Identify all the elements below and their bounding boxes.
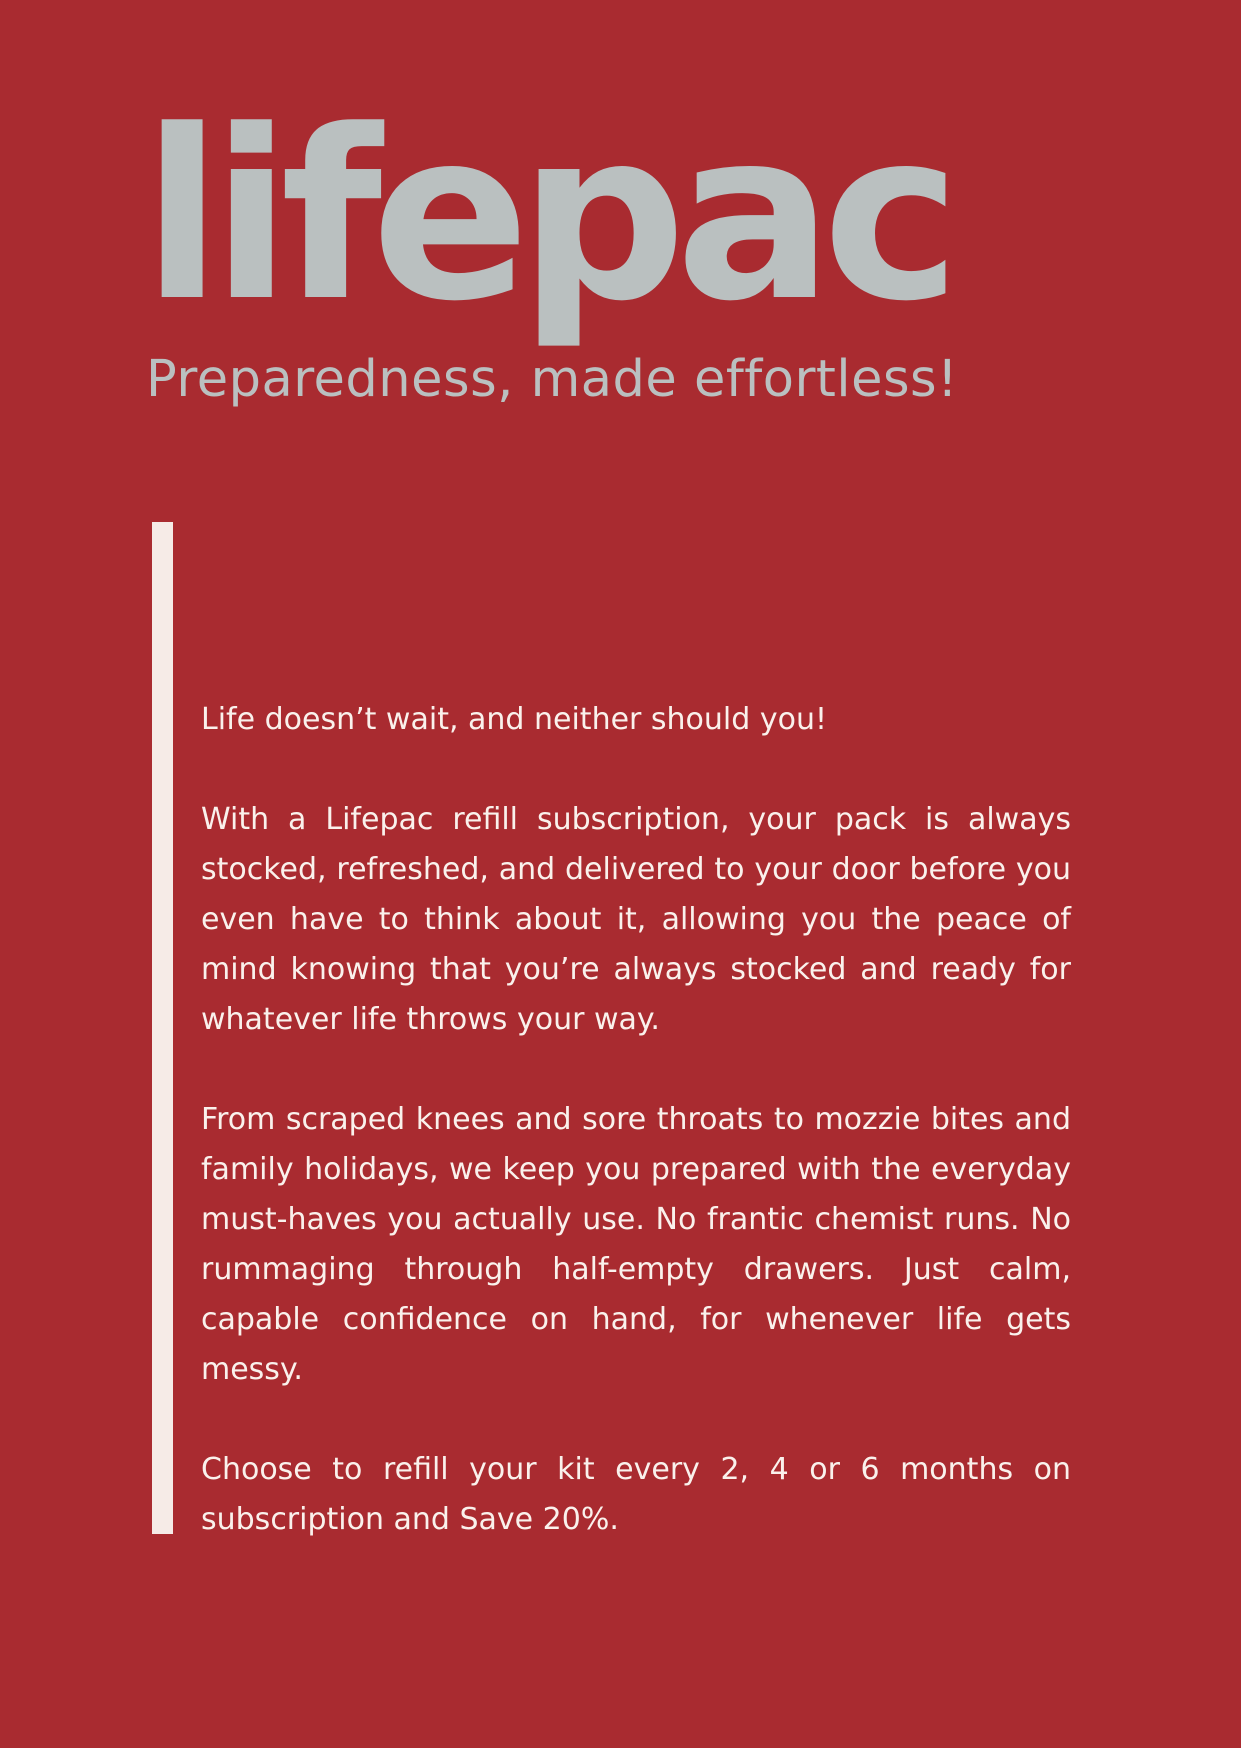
- brand-tagline: Preparedness, made effortless!: [146, 350, 959, 409]
- accent-bar: [152, 522, 173, 1534]
- intro-paragraph: Life doesn’t wait, and neither should you!: [201, 702, 827, 737]
- benefits-paragraph: From scraped knees and sore throats to mozzie bites and family holidays, we keep you prepared with the everyday must-haves you actually use. No frantic chemist runs. No rummaging through half-empty drawers. Just calm, capable confidence on hand, for whenever life gets messy.: [201, 1102, 1071, 1387]
- subscription-paragraph: With a Lifepac refill subscription, your pack is always stocked, refreshed, and delivered to your door before you even have to think about it, allowing you the peace of mind knowing that you’re always stocked and ready for whatever life throws your way.: [201, 802, 1071, 1037]
- brand-logo: lifepac: [142, 81, 951, 353]
- body-copy: [201, 695, 1071, 1545]
- offer-paragraph: Choose to refill your kit every 2, 4 or 6 months on subscription and Save 20%.: [201, 1452, 1071, 1537]
